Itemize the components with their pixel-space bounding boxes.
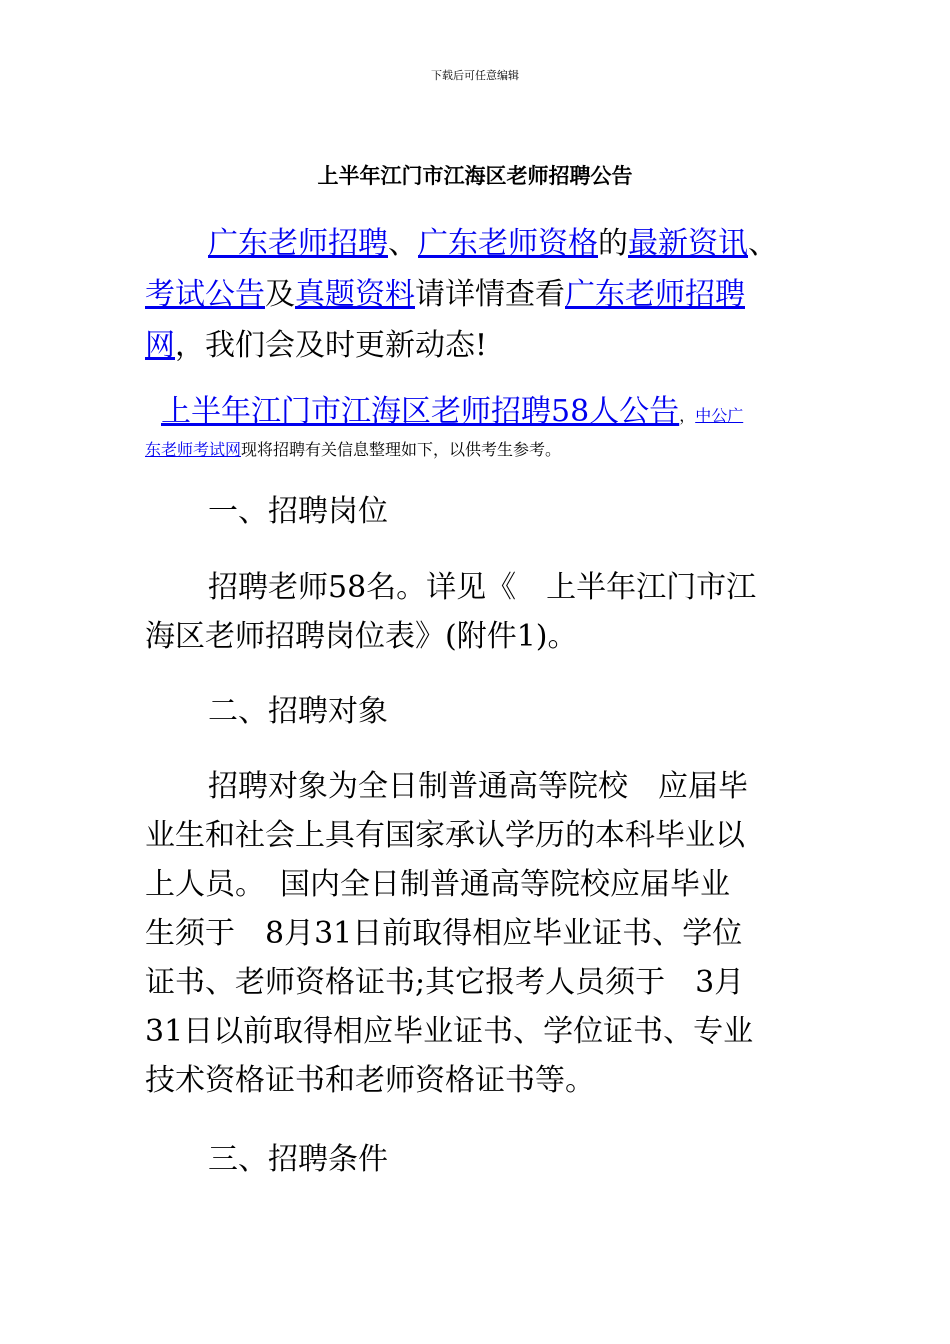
intro-text: 请详情查看 bbox=[415, 277, 565, 312]
section-1-body bbox=[145, 563, 805, 661]
body-text: 招聘对象为全日制普通高等院校 应届毕 bbox=[208, 769, 748, 804]
body-line bbox=[145, 612, 805, 661]
body-text: 招聘老师58名。详见《 上半年江门市江 bbox=[208, 570, 757, 605]
link-exam-announcement[interactable]: 考试公告 bbox=[145, 277, 265, 312]
body-text: 31日以前取得相应毕业证书、学位证书、专业 bbox=[145, 1014, 754, 1049]
section-heading-text: 一、招聘岗位 bbox=[208, 494, 388, 529]
link-announcement-title[interactable]: 上半年江门市江海区老师招聘58人公告 bbox=[161, 394, 680, 429]
intro-text: 的 bbox=[598, 226, 628, 261]
intro-line-2 bbox=[145, 269, 805, 320]
intro-paragraph bbox=[145, 218, 805, 371]
link-guangdong-teacher-recruit[interactable]: 广东老师招聘 bbox=[208, 226, 388, 261]
intro-sep: 、 bbox=[388, 226, 418, 261]
link-recruit-site-tail[interactable]: 网 bbox=[145, 328, 175, 363]
body-text: 生须于 8月31日前取得相应毕业证书、学位 bbox=[145, 916, 743, 951]
link-guangdong-teacher-qualification[interactable]: 广东老师资格 bbox=[418, 226, 598, 261]
link-offcn-site-a[interactable]: 中公广 bbox=[695, 406, 744, 425]
body-text: 技术资格证书和老师资格证书等。 bbox=[145, 1063, 595, 1098]
section-3-heading bbox=[145, 1135, 805, 1184]
section-2-heading bbox=[145, 687, 805, 736]
body-line bbox=[145, 909, 805, 958]
body-text: 证书、老师资格证书;其它报考人员须于 3月 bbox=[145, 965, 745, 1000]
intro-sep: 、 bbox=[748, 226, 778, 261]
intro-text: ，我们会及时更新动态! bbox=[175, 328, 488, 363]
body-line bbox=[145, 811, 805, 860]
link-offcn-site-b[interactable]: 东老师考试网 bbox=[145, 440, 242, 459]
section-1-heading bbox=[145, 487, 805, 536]
section-heading-text: 三、招聘条件 bbox=[208, 1142, 388, 1177]
body-line bbox=[145, 762, 805, 811]
body-text: 上人员。 国内全日制普通高等院校应届毕业 bbox=[145, 867, 730, 902]
link-past-papers[interactable]: 真题资料 bbox=[295, 277, 415, 312]
announce-comma: ， bbox=[679, 406, 696, 425]
announcement-line bbox=[145, 392, 805, 432]
body-text: 业生和社会上具有国家承认学历的本科毕业以 bbox=[145, 818, 745, 853]
page-title: 上半年江门市江海区老师招聘公告 bbox=[317, 164, 633, 188]
body-line bbox=[145, 563, 805, 612]
body-text: 海区老师招聘岗位表》(附件1)。 bbox=[145, 619, 578, 654]
section-2-body bbox=[145, 762, 805, 1105]
body-line bbox=[145, 1007, 805, 1056]
announcement-line-2 bbox=[145, 438, 805, 462]
intro-line-3 bbox=[145, 320, 805, 371]
body-line bbox=[145, 860, 805, 909]
section-heading-text: 二、招聘对象 bbox=[208, 694, 388, 729]
body-line bbox=[145, 1056, 805, 1105]
intro-text: 及 bbox=[265, 277, 295, 312]
announce-rest: 现将招聘有关信息整理如下，以供考生参考。 bbox=[241, 440, 562, 459]
link-recruit-site[interactable]: 广东老师招聘 bbox=[565, 277, 745, 312]
link-latest-news[interactable]: 最新资讯 bbox=[628, 226, 748, 261]
header-note: 下载后可任意编辑 bbox=[431, 69, 519, 82]
body-line bbox=[145, 958, 805, 1007]
intro-line-1 bbox=[145, 218, 805, 269]
